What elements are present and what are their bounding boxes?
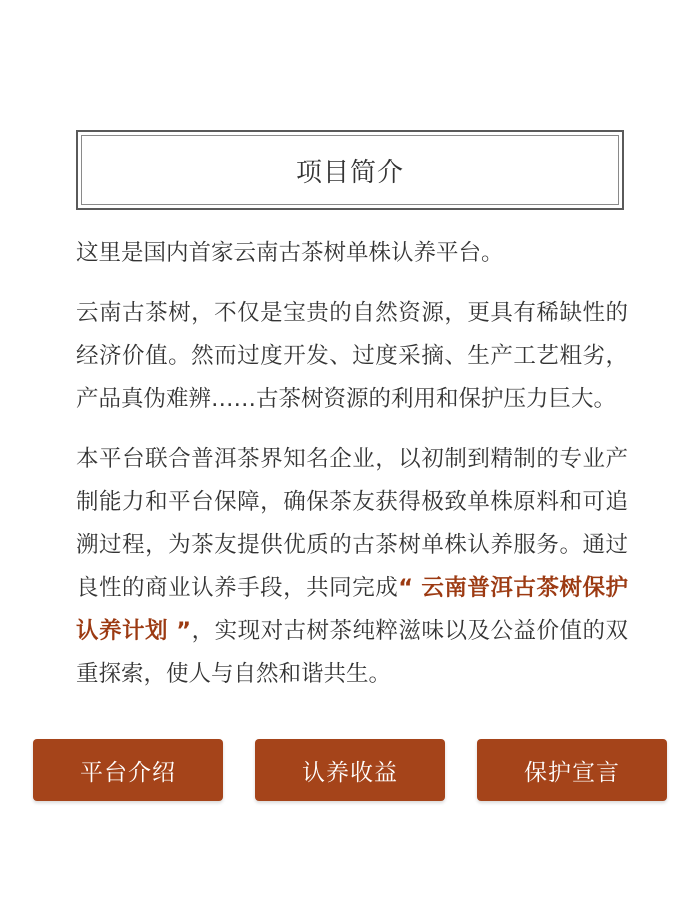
adoption-benefits-button[interactable]	[255, 739, 445, 801]
platform-intro-button[interactable]	[33, 739, 223, 801]
intro-paragraph-2: 云南古茶树，不仅是宝贵的自然资源，更具有稀缺性的经济价值。然而过度开发、过度采摘、生产工艺粗劣，产品真伪难辨……古茶树资源的利用和保护压力巨大。	[76, 300, 628, 412]
section-title-inner-frame	[81, 135, 619, 205]
adoption-plan-highlight: “ 云南普洱古茶树保护认养计划 ”	[76, 575, 628, 644]
adoption-benefits-button-label: 认养收益	[302, 759, 398, 786]
intro-paragraph-3-text-after: ，实现对古树茶纯粹滋味以及公益价值的双重探索，使人与自然和谐共生。	[76, 618, 628, 687]
nav-button-row	[33, 739, 667, 801]
intro-paragraph-3	[76, 438, 628, 696]
intro-paragraph-3-text-before: 本平台联合普洱茶界知名企业，以初制到精制的专业产制能力和平台保障，确保茶友获得极致单株原料和可追溯过程，为茶友提供优质的古茶树单株认养服务。通过良性的商业认养手段，共同完成	[76, 446, 628, 601]
intro-content	[76, 232, 628, 713]
platform-intro-button-label: 平台介绍	[80, 759, 176, 786]
section-title-frame	[76, 130, 624, 210]
protection-declaration-button-label: 保护宣言	[524, 759, 620, 786]
protection-declaration-button[interactable]	[477, 739, 667, 801]
section-title: 项目简介	[295, 157, 404, 188]
intro-paragraph-1: 这里是国内首家云南古茶树单株认养平台。	[76, 240, 504, 266]
